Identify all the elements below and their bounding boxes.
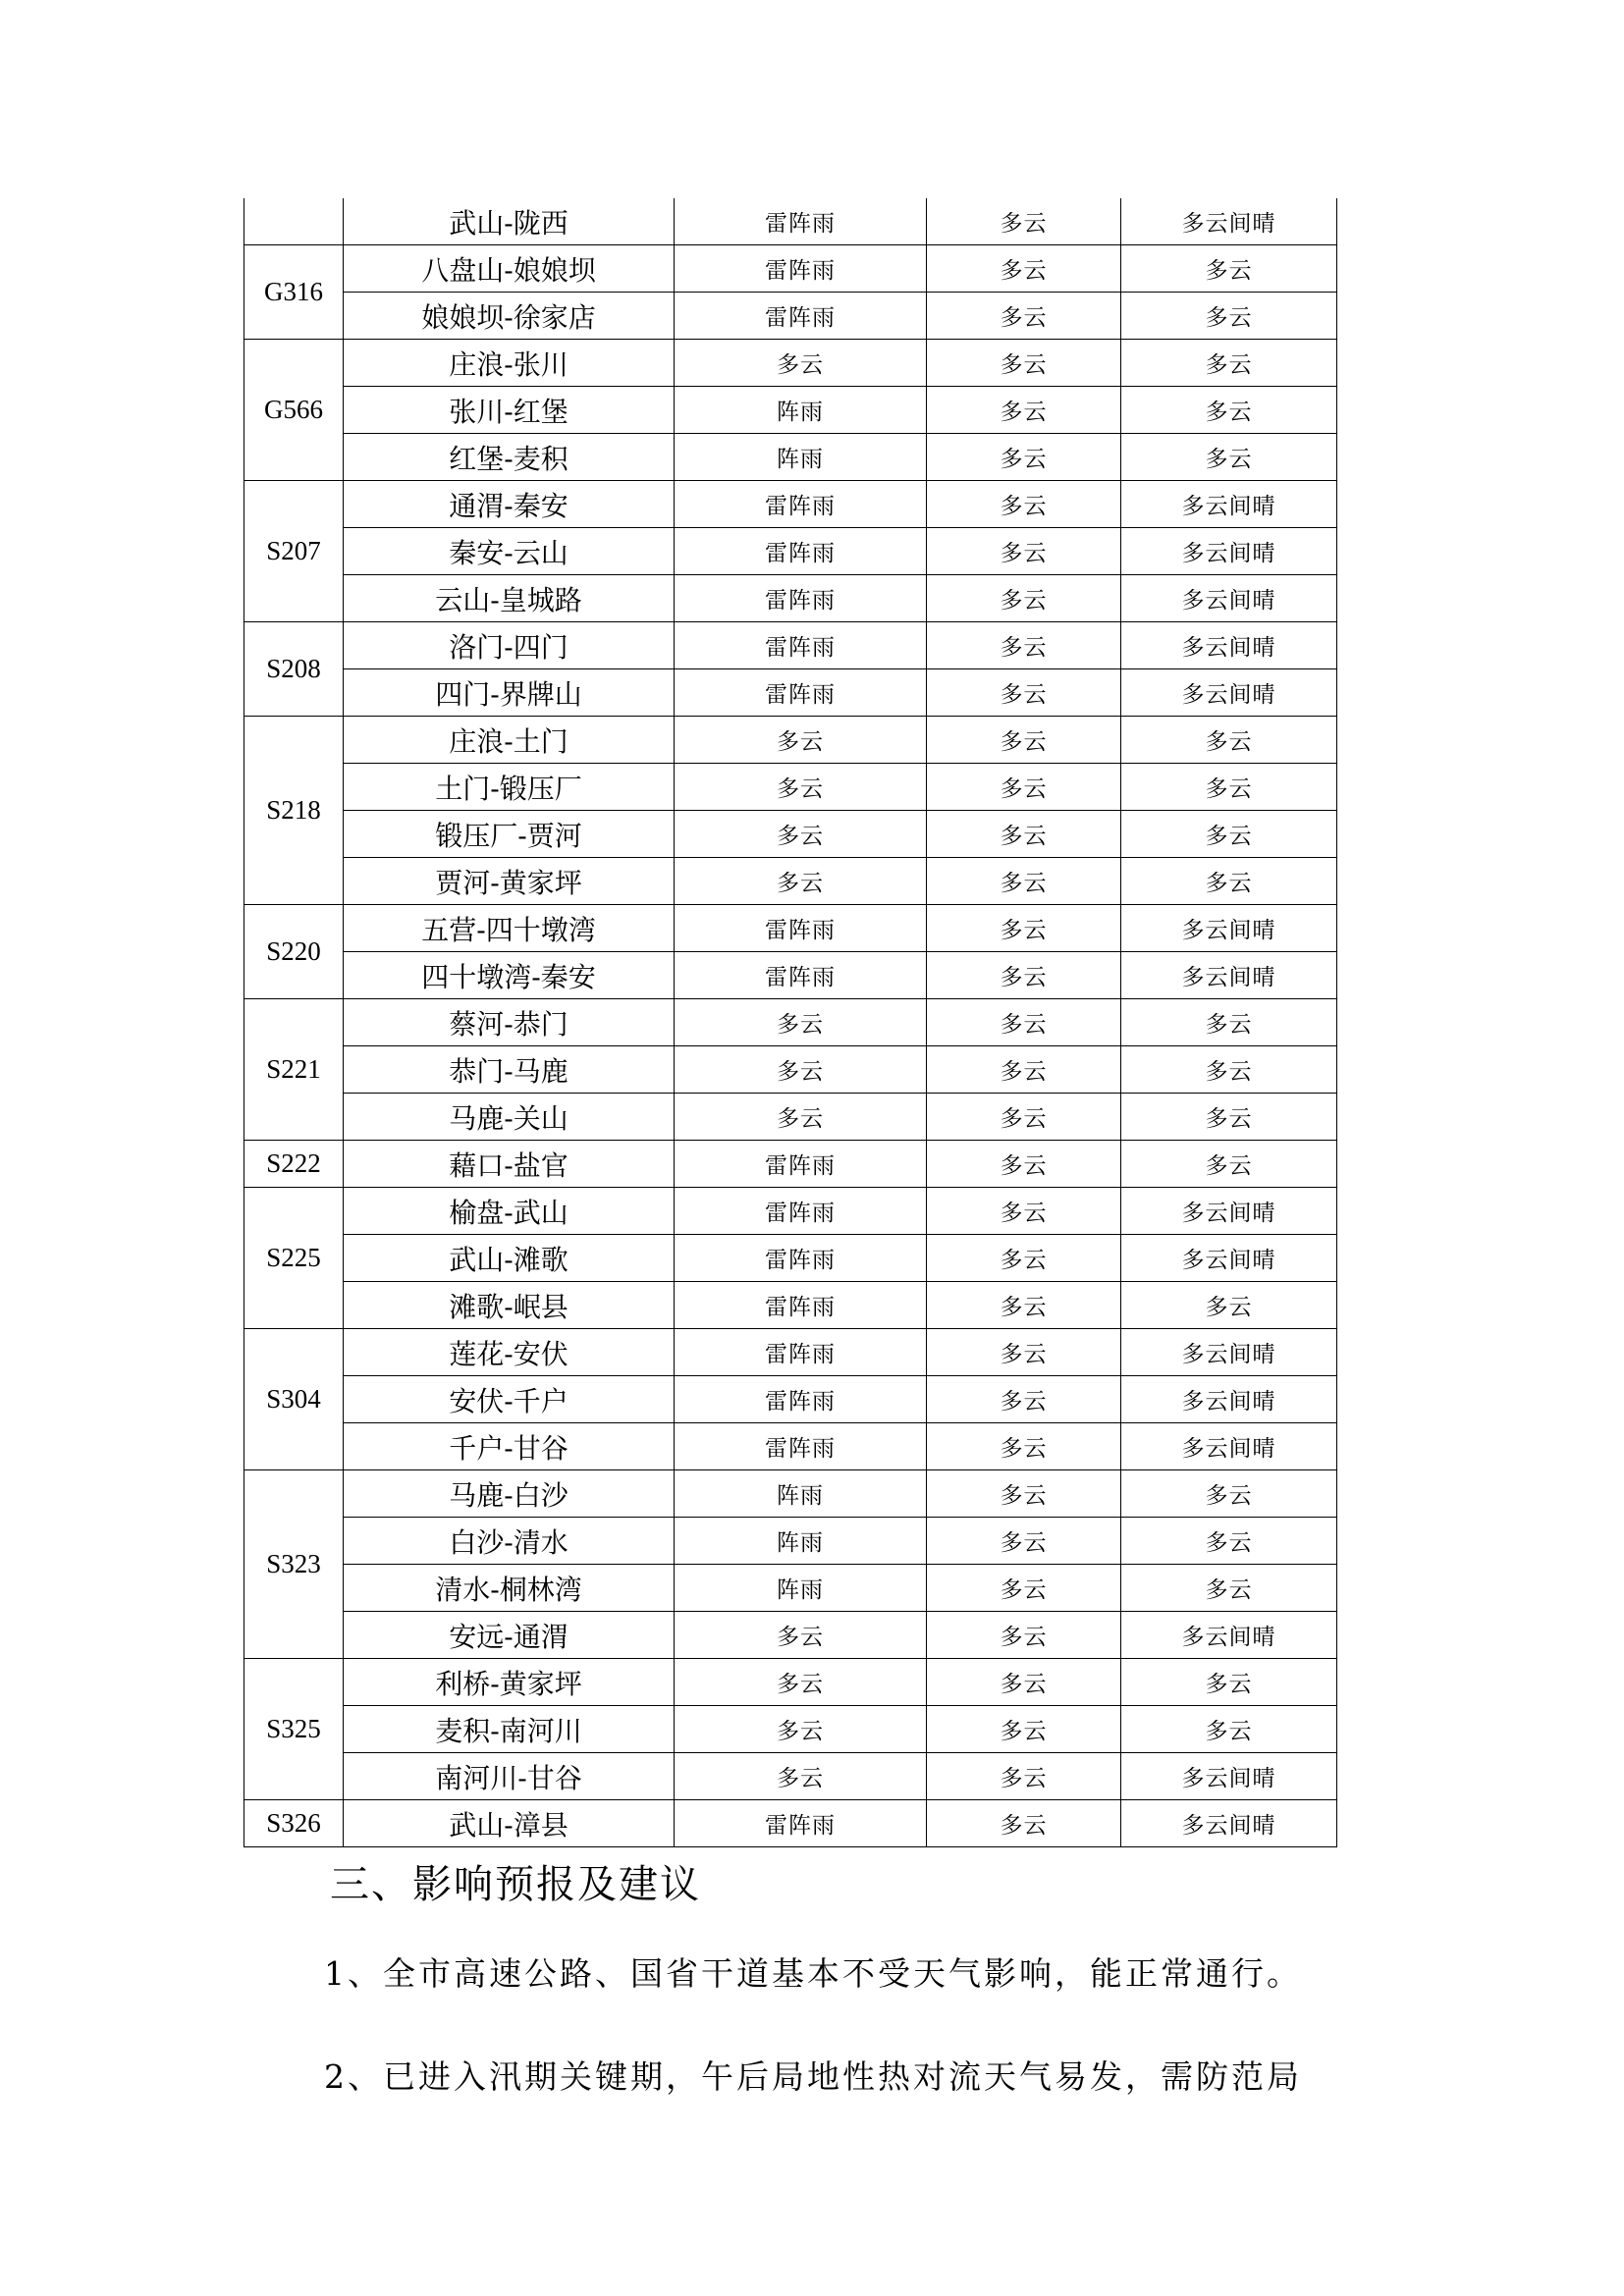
- weather-period-3-cell: 多云间晴: [1121, 198, 1337, 245]
- table-row: [244, 717, 1337, 764]
- weather-period-1-cell: 阵雨: [675, 1565, 927, 1612]
- weather-period-2-cell: 多云: [927, 481, 1121, 528]
- table-row: [244, 999, 1337, 1046]
- road-code-cell: S218: [244, 717, 344, 905]
- table-row: [244, 764, 1337, 811]
- table-row: [244, 811, 1337, 858]
- weather-period-3-cell: 多云: [1121, 245, 1337, 293]
- weather-period-1-cell: 阵雨: [675, 387, 927, 434]
- road-code-cell: G316: [244, 245, 344, 340]
- weather-period-3-cell: 多云间晴: [1121, 669, 1337, 717]
- road-segment-cell: 恭门-马鹿: [344, 1046, 675, 1094]
- road-segment-cell: 藉口-盐官: [344, 1141, 675, 1188]
- road-segment-cell: 南河川-甘谷: [344, 1753, 675, 1800]
- road-segment-cell: 娘娘坝-徐家店: [344, 293, 675, 340]
- road-segment-cell: 四十墩湾-秦安: [344, 952, 675, 999]
- weather-period-1-cell: 多云: [675, 811, 927, 858]
- weather-period-1-cell: 雷阵雨: [675, 1282, 927, 1329]
- weather-period-1-cell: 雷阵雨: [675, 198, 927, 245]
- road-segment-cell: 滩歌-岷县: [344, 1282, 675, 1329]
- road-segment-cell: 张川-红堡: [344, 387, 675, 434]
- weather-period-1-cell: 雷阵雨: [675, 622, 927, 669]
- weather-period-3-cell: 多云: [1121, 1046, 1337, 1094]
- weather-period-2-cell: 多云: [927, 1094, 1121, 1141]
- road-segment-cell: 千户-甘谷: [344, 1423, 675, 1470]
- weather-period-2-cell: 多云: [927, 1423, 1121, 1470]
- weather-period-2-cell: 多云: [927, 952, 1121, 999]
- weather-period-2-cell: 多云: [927, 811, 1121, 858]
- road-segment-cell: 武山-漳县: [344, 1800, 675, 1847]
- weather-period-3-cell: 多云间晴: [1121, 1376, 1337, 1423]
- weather-period-1-cell: 雷阵雨: [675, 528, 927, 575]
- weather-period-3-cell: 多云间晴: [1121, 575, 1337, 622]
- weather-period-3-cell: 多云间晴: [1121, 905, 1337, 952]
- road-code-cell: S326: [244, 1800, 344, 1847]
- road-code-cell: S323: [244, 1470, 344, 1659]
- weather-period-1-cell: 雷阵雨: [675, 1800, 927, 1847]
- weather-period-3-cell: 多云间晴: [1121, 528, 1337, 575]
- table-row: [244, 1518, 1337, 1565]
- road-segment-cell: 利桥-黄家坪: [344, 1659, 675, 1706]
- weather-period-3-cell: 多云: [1121, 1094, 1337, 1141]
- table-row: [244, 905, 1337, 952]
- paragraph-1: 1、全市高速公路、国省干道基本不受天气影响，能正常通行。: [324, 1954, 1302, 1993]
- weather-period-2-cell: 多云: [927, 717, 1121, 764]
- weather-period-3-cell: 多云: [1121, 387, 1337, 434]
- weather-period-3-cell: 多云: [1121, 1565, 1337, 1612]
- weather-period-2-cell: 多云: [927, 764, 1121, 811]
- weather-period-2-cell: 多云: [927, 1329, 1121, 1376]
- road-segment-cell: 清水-桐林湾: [344, 1565, 675, 1612]
- weather-period-3-cell: 多云间晴: [1121, 1753, 1337, 1800]
- weather-period-3-cell: 多云: [1121, 811, 1337, 858]
- weather-period-2-cell: 多云: [927, 622, 1121, 669]
- weather-period-2-cell: 多云: [927, 1612, 1121, 1659]
- table-row: [244, 669, 1337, 717]
- road-code-cell: S221: [244, 999, 344, 1141]
- table-row: [244, 1141, 1337, 1188]
- weather-period-3-cell: 多云间晴: [1121, 1423, 1337, 1470]
- weather-period-3-cell: 多云: [1121, 1282, 1337, 1329]
- weather-period-2-cell: 多云: [927, 858, 1121, 905]
- weather-period-2-cell: 多云: [927, 1282, 1121, 1329]
- weather-period-2-cell: 多云: [927, 434, 1121, 481]
- weather-period-2-cell: 多云: [927, 1046, 1121, 1094]
- road-segment-cell: 五营-四十墩湾: [344, 905, 675, 952]
- table-row: [244, 481, 1337, 528]
- weather-period-1-cell: 雷阵雨: [675, 481, 927, 528]
- weather-period-1-cell: 多云: [675, 1753, 927, 1800]
- road-code-cell: G566: [244, 340, 344, 481]
- weather-period-1-cell: 雷阵雨: [675, 575, 927, 622]
- weather-period-3-cell: 多云间晴: [1121, 1188, 1337, 1235]
- road-segment-cell: 土门-锻压厂: [344, 764, 675, 811]
- table-row: [244, 1235, 1337, 1282]
- road-segment-cell: 榆盘-武山: [344, 1188, 675, 1235]
- weather-period-3-cell: 多云: [1121, 1659, 1337, 1706]
- road-code-cell: [244, 198, 344, 245]
- weather-period-2-cell: 多云: [927, 905, 1121, 952]
- weather-period-1-cell: 多云: [675, 717, 927, 764]
- weather-period-2-cell: 多云: [927, 1565, 1121, 1612]
- road-segment-cell: 秦安-云山: [344, 528, 675, 575]
- road-segment-cell: 红堡-麦积: [344, 434, 675, 481]
- table-body: [244, 198, 1337, 1847]
- road-segment-cell: 锻压厂-贾河: [344, 811, 675, 858]
- weather-period-3-cell: 多云间晴: [1121, 1612, 1337, 1659]
- weather-period-2-cell: 多云: [927, 1470, 1121, 1518]
- weather-period-1-cell: 雷阵雨: [675, 1141, 927, 1188]
- weather-period-1-cell: 多云: [675, 764, 927, 811]
- weather-period-3-cell: 多云间晴: [1121, 952, 1337, 999]
- table-row: [244, 622, 1337, 669]
- table-row: [244, 858, 1337, 905]
- weather-period-1-cell: 多云: [675, 1659, 927, 1706]
- weather-period-2-cell: 多云: [927, 198, 1121, 245]
- table-row: [244, 293, 1337, 340]
- weather-period-1-cell: 雷阵雨: [675, 1188, 927, 1235]
- table-row: [244, 1565, 1337, 1612]
- weather-period-2-cell: 多云: [927, 1753, 1121, 1800]
- table-row: [244, 1753, 1337, 1800]
- road-code-cell: S208: [244, 622, 344, 717]
- table-row: [244, 245, 1337, 293]
- road-segment-cell: 马鹿-关山: [344, 1094, 675, 1141]
- weather-period-2-cell: 多云: [927, 1376, 1121, 1423]
- weather-period-2-cell: 多云: [927, 1518, 1121, 1565]
- weather-period-1-cell: 雷阵雨: [675, 952, 927, 999]
- road-segment-cell: 蔡河-恭门: [344, 999, 675, 1046]
- table-row: [244, 1188, 1337, 1235]
- weather-period-2-cell: 多云: [927, 669, 1121, 717]
- road-segment-cell: 四门-界牌山: [344, 669, 675, 717]
- weather-period-3-cell: 多云: [1121, 999, 1337, 1046]
- road-segment-cell: 贾河-黄家坪: [344, 858, 675, 905]
- road-code-cell: S225: [244, 1188, 344, 1329]
- weather-period-2-cell: 多云: [927, 999, 1121, 1046]
- weather-period-2-cell: 多云: [927, 340, 1121, 387]
- weather-period-1-cell: 阵雨: [675, 434, 927, 481]
- weather-period-2-cell: 多云: [927, 528, 1121, 575]
- weather-period-1-cell: 多云: [675, 1046, 927, 1094]
- weather-period-2-cell: 多云: [927, 293, 1121, 340]
- table-row: [244, 952, 1337, 999]
- weather-period-2-cell: 多云: [927, 1800, 1121, 1847]
- weather-period-3-cell: 多云间晴: [1121, 481, 1337, 528]
- weather-period-2-cell: 多云: [927, 1706, 1121, 1753]
- weather-period-1-cell: 多云: [675, 999, 927, 1046]
- weather-period-1-cell: 阵雨: [675, 1518, 927, 1565]
- weather-period-1-cell: 雷阵雨: [675, 905, 927, 952]
- road-code-cell: S325: [244, 1659, 344, 1800]
- table-row: [244, 340, 1337, 387]
- road-segment-cell: 莲花-安伏: [344, 1329, 675, 1376]
- road-segment-cell: 庄浪-土门: [344, 717, 675, 764]
- weather-period-1-cell: 雷阵雨: [675, 1235, 927, 1282]
- weather-period-3-cell: 多云间晴: [1121, 1800, 1337, 1847]
- weather-period-2-cell: 多云: [927, 1659, 1121, 1706]
- road-weather-table: [244, 198, 1337, 1847]
- weather-period-3-cell: 多云: [1121, 717, 1337, 764]
- road-segment-cell: 马鹿-白沙: [344, 1470, 675, 1518]
- table-row: [244, 1282, 1337, 1329]
- table-row: [244, 198, 1337, 245]
- road-code-cell: S304: [244, 1329, 344, 1470]
- road-segment-cell: 通渭-秦安: [344, 481, 675, 528]
- table-row: [244, 1376, 1337, 1423]
- weather-period-3-cell: 多云: [1121, 1518, 1337, 1565]
- road-segment-cell: 武山-滩歌: [344, 1235, 675, 1282]
- weather-period-2-cell: 多云: [927, 575, 1121, 622]
- weather-period-1-cell: 雷阵雨: [675, 1376, 927, 1423]
- table-row: [244, 1612, 1337, 1659]
- weather-period-1-cell: 雷阵雨: [675, 1423, 927, 1470]
- weather-period-3-cell: 多云: [1121, 340, 1337, 387]
- weather-period-1-cell: 多云: [675, 1094, 927, 1141]
- weather-period-1-cell: 多云: [675, 858, 927, 905]
- paragraph-2: 2、已进入汛期关键期，午后局地性热对流天气易发，需防范局: [324, 2057, 1302, 2096]
- table-row: [244, 1659, 1337, 1706]
- weather-period-2-cell: 多云: [927, 1141, 1121, 1188]
- road-segment-cell: 庄浪-张川: [344, 340, 675, 387]
- table-row: [244, 1329, 1337, 1376]
- table-row: [244, 528, 1337, 575]
- weather-period-2-cell: 多云: [927, 1235, 1121, 1282]
- table-row: [244, 1800, 1337, 1847]
- weather-period-1-cell: 多云: [675, 340, 927, 387]
- weather-period-2-cell: 多云: [927, 245, 1121, 293]
- weather-period-1-cell: 多云: [675, 1706, 927, 1753]
- road-segment-cell: 八盘山-娘娘坝: [344, 245, 675, 293]
- weather-period-2-cell: 多云: [927, 1188, 1121, 1235]
- weather-period-3-cell: 多云间晴: [1121, 1329, 1337, 1376]
- road-code-cell: S220: [244, 905, 344, 999]
- weather-period-1-cell: 雷阵雨: [675, 1329, 927, 1376]
- weather-period-1-cell: 多云: [675, 1612, 927, 1659]
- table-row: [244, 387, 1337, 434]
- section-heading: 三、影响预报及建议: [330, 1862, 701, 1907]
- road-code-cell: S222: [244, 1141, 344, 1188]
- weather-period-3-cell: 多云: [1121, 858, 1337, 905]
- weather-period-3-cell: 多云: [1121, 1470, 1337, 1518]
- road-segment-cell: 安远-通渭: [344, 1612, 675, 1659]
- road-segment-cell: 武山-陇西: [344, 198, 675, 245]
- table-row: [244, 434, 1337, 481]
- weather-period-3-cell: 多云: [1121, 293, 1337, 340]
- table-row: [244, 1046, 1337, 1094]
- table-row: [244, 1423, 1337, 1470]
- road-code-cell: S207: [244, 481, 344, 622]
- road-segment-cell: 安伏-千户: [344, 1376, 675, 1423]
- table-row: [244, 1094, 1337, 1141]
- weather-period-3-cell: 多云: [1121, 434, 1337, 481]
- road-segment-cell: 麦积-南河川: [344, 1706, 675, 1753]
- weather-period-3-cell: 多云: [1121, 1706, 1337, 1753]
- table-row: [244, 1706, 1337, 1753]
- weather-period-3-cell: 多云: [1121, 764, 1337, 811]
- weather-period-1-cell: 阵雨: [675, 1470, 927, 1518]
- weather-period-3-cell: 多云: [1121, 1141, 1337, 1188]
- road-segment-cell: 云山-皇城路: [344, 575, 675, 622]
- weather-period-1-cell: 雷阵雨: [675, 669, 927, 717]
- weather-period-3-cell: 多云间晴: [1121, 622, 1337, 669]
- table-row: [244, 1470, 1337, 1518]
- road-segment-cell: 白沙-清水: [344, 1518, 675, 1565]
- table-row: [244, 575, 1337, 622]
- weather-period-3-cell: 多云间晴: [1121, 1235, 1337, 1282]
- weather-period-1-cell: 雷阵雨: [675, 293, 927, 340]
- road-segment-cell: 洛门-四门: [344, 622, 675, 669]
- weather-period-2-cell: 多云: [927, 387, 1121, 434]
- weather-period-1-cell: 雷阵雨: [675, 245, 927, 293]
